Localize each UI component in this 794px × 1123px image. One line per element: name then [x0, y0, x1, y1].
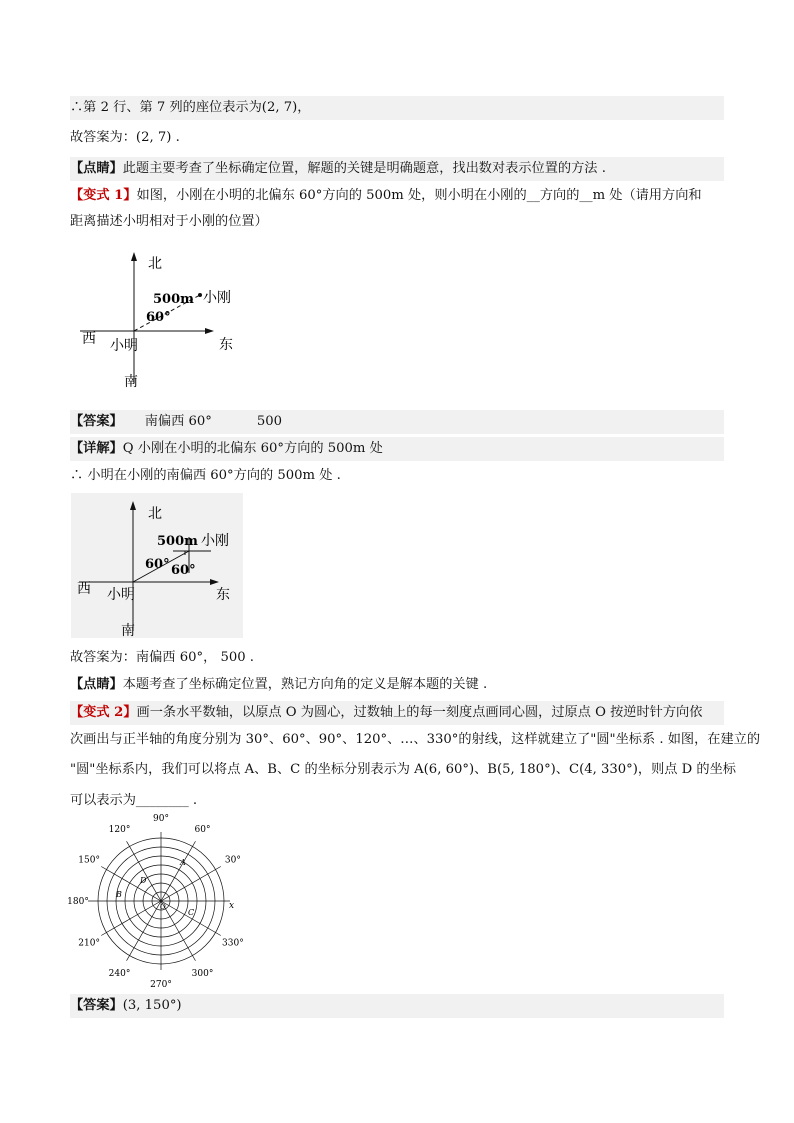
north-label: 北 [148, 256, 162, 272]
angle-label: 60° [146, 310, 171, 325]
answer-line-2: 故答案为：南偏西 60°， 500 . [70, 650, 254, 665]
distance-label: 500m [153, 292, 194, 307]
polar-ray [127, 901, 162, 961]
angle-label-120: 120° [108, 825, 131, 836]
east-label-2: 东 [216, 587, 230, 603]
point-d-label: D [140, 876, 147, 885]
east-label: 东 [219, 337, 233, 353]
south-label: 南 [124, 374, 138, 390]
variant-2-line-2: 次画出与正半轴的角度分别为 30°、60°、90°、120°、…、330°的射线，这样就建立了"圆"坐标系 . 如图，在建立的 [70, 732, 761, 747]
polar-ray [161, 841, 196, 901]
angle-label-180: 180° [67, 897, 89, 907]
angle-label-60: 60° [194, 825, 211, 836]
angle-label-300: 300° [191, 968, 214, 979]
variant-1-line: 【变式 1】如图，小刚在小明的北偏东 60°方向的 500m 处，则小明在小刚的__方向的__m 处（请用方向和 [70, 188, 702, 203]
origin-label: O [160, 903, 166, 911]
tip-line-2: 【点睛】本题考查了坐标确定位置，熟记方向角的定义是解本题的关键 . [70, 677, 488, 692]
x-axis-label: x [229, 901, 235, 911]
angle-label-2b: 60° [171, 563, 196, 578]
polar-ray [101, 901, 161, 936]
angle-label-270: 270° [150, 980, 172, 990]
angle-label-240: 240° [108, 968, 131, 979]
ming-label-2: 小明 [107, 587, 135, 603]
point-a-label: A [180, 858, 186, 867]
text-line-1: ∴第 2 行、第 7 列的座位表示为(2, 7)， [70, 96, 724, 120]
detail-line-2: ∴ 小明在小刚的南偏西 60°方向的 500m 处 . [70, 468, 341, 483]
figure-3-polar [67, 813, 250, 990]
figure-1 [76, 248, 246, 393]
angle-label-90: 90° [153, 814, 169, 824]
variant-2-line-4: 可以表示为________ . [70, 793, 198, 808]
south-label-2: 南 [121, 623, 135, 639]
point-b-label: B [116, 890, 122, 899]
answer-1: 【答案】 南偏西 60° 500 [70, 410, 724, 434]
polar-ray [127, 841, 162, 901]
angle-label-210: 210° [78, 938, 100, 949]
angle-label-330: 330° [222, 938, 244, 949]
variant-2-line-3: "圆"坐标系内，我们可以将点 A、B、C 的坐标分别表示为 A(6, 60°)、B(5, 180°)、C(4, 330°)，则点 D 的坐标 [70, 762, 736, 777]
gang-label: 小刚 [203, 290, 231, 306]
variant-2-line-1: 【变式 2】画一条水平数轴，以原点 O 为圆心，过数轴上的每一刻度点画同心圆，过原点 O 按逆时针方向依 [70, 701, 724, 725]
variant-1-line-2: 距离描述小明相对于小刚的位置） [70, 214, 268, 229]
point-c-label: C [188, 908, 195, 917]
polar-ray [161, 867, 221, 902]
detail-line: 【详解】Q 小刚在小明的北偏东 60°方向的 500m 处 [70, 437, 724, 461]
answer-3: 【答案】(3, 150°) [70, 994, 724, 1018]
polar-ray [161, 901, 221, 936]
west-label: 西 [82, 331, 96, 347]
angle-label-2a: 60° [145, 557, 170, 572]
polar-ray [101, 867, 161, 902]
ming-label: 小明 [110, 338, 138, 354]
distance-label-2: 500m [157, 534, 198, 549]
north-label-2: 北 [148, 506, 162, 522]
gang-label-2: 小刚 [201, 533, 229, 549]
west-label-2: 西 [77, 581, 91, 597]
angle-label-150: 150° [78, 855, 100, 866]
figure-2 [71, 493, 243, 638]
text-line-2: 故答案为：(2, 7) . [70, 130, 180, 145]
angle-label-30: 30° [224, 855, 241, 866]
tip-line-1: 【点睛】此题主要考查了坐标确定位置，解题的关键是明确题意，找出数对表示位置的方法 . [70, 157, 724, 181]
